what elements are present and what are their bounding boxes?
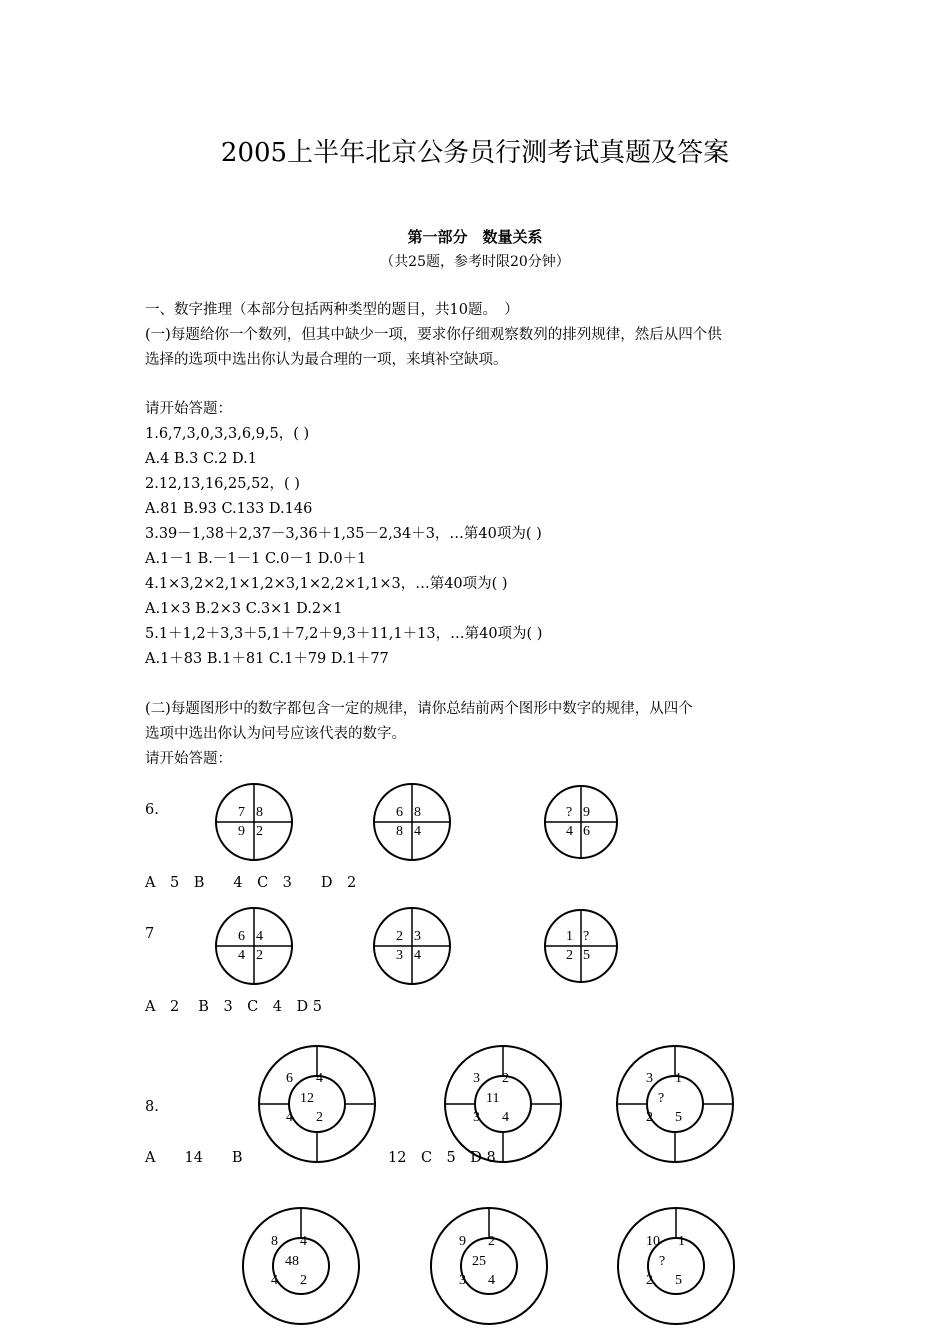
q8-r3-tr: 1	[675, 1071, 682, 1086]
q9-ring-3	[618, 1208, 734, 1324]
options-line: A.1＋83 B.1＋81 C.1＋79 D.1＋77	[145, 651, 389, 667]
question-line: 1.6,7,3,0,3,3,6,9,5，( )	[145, 426, 310, 442]
q8-r1-tr: 4	[316, 1071, 323, 1086]
q6-c2-br: 4	[414, 824, 421, 839]
q6-c2-tl: 6	[396, 805, 403, 820]
q6-c1-br: 2	[256, 824, 263, 839]
q8-r1-bl: 4	[286, 1110, 293, 1125]
q9-r2-center: 25	[472, 1254, 486, 1269]
q7-circle-2	[374, 908, 450, 984]
q6-c3-tr: 9	[583, 805, 590, 820]
q9-figures	[235, 1200, 755, 1330]
q7-c1-tl: 6	[238, 929, 245, 944]
section-subtitle: （共25题，参考时限20分钟）	[380, 254, 570, 270]
q7-c3-br: 5	[583, 948, 590, 963]
q8-r3-bl: 2	[646, 1110, 653, 1125]
q8-r2-center: 11	[486, 1091, 500, 1106]
q8-ring-2	[445, 1046, 561, 1162]
q9-r3-center: ?	[659, 1254, 666, 1269]
q6-figures	[200, 778, 640, 868]
q9-r2-tr: 2	[488, 1234, 495, 1249]
question-line: 5.1＋1,2＋3,3＋5,1＋7,2＋9,3＋11,1＋13，…第40项为( )	[145, 626, 543, 642]
q6-c2-tr: 8	[414, 805, 421, 820]
q7-c2-br: 4	[414, 948, 421, 963]
q8-label: 8.	[145, 1099, 159, 1115]
q7-c1-bl: 4	[238, 948, 245, 963]
q8-r2-tl: 3	[473, 1071, 480, 1086]
q9-r1-bl: 4	[271, 1273, 278, 1288]
q6-label: 6.	[145, 802, 159, 818]
section-title: 第一部分 数量关系	[407, 228, 543, 246]
question-line: 2.12,13,16,25,52，( )	[145, 476, 300, 492]
q9-ring-2	[431, 1208, 547, 1324]
q9-r1-center: 48	[285, 1254, 299, 1269]
q9-r3-tl: 10	[646, 1234, 660, 1249]
q9-r2-br: 4	[488, 1273, 495, 1288]
q9-r2-bl: 3	[459, 1273, 466, 1288]
q9-r3-bl: 2	[646, 1273, 653, 1288]
q8-r1-tl: 6	[286, 1071, 293, 1086]
q8-r2-bl: 3	[473, 1110, 480, 1125]
q7-circle-1	[216, 908, 292, 984]
options-line: A.81 B.93 C.133 D.146	[145, 501, 313, 517]
q7-options: A 2 B 3 C 4 D 5	[145, 999, 322, 1015]
q8-r3-br: 5	[675, 1110, 682, 1125]
q7-c1-br: 2	[256, 948, 263, 963]
q8-r1-br: 2	[316, 1110, 323, 1125]
options-line: A.1×3 B.2×3 C.3×1 D.2×1	[145, 601, 343, 617]
intro-line: 选项中选出你认为问号应该代表的数字。	[145, 726, 406, 742]
q6-c3-br: 6	[583, 824, 590, 839]
q7-c2-tl: 2	[396, 929, 403, 944]
q8-r3-center: ?	[658, 1091, 665, 1106]
q6-circle-3	[545, 786, 617, 858]
q6-circle-2	[374, 784, 450, 860]
q7-figures	[200, 902, 640, 992]
q9-r1-br: 2	[300, 1273, 307, 1288]
q6-c1-bl: 9	[238, 824, 245, 839]
options-line: A.1－1 B.－1－1 C.0－1 D.0＋1	[145, 551, 367, 567]
q9-r1-tr: 4	[300, 1234, 307, 1249]
q8-r2-br: 4	[502, 1110, 509, 1125]
q8-r1-center: 12	[300, 1091, 314, 1106]
q9-r3-tr: 1	[678, 1234, 685, 1249]
q9-r3-br: 5	[675, 1273, 682, 1288]
q8-ring-3	[617, 1046, 733, 1162]
q6-c2-bl: 8	[396, 824, 403, 839]
options-line: A.4 B.3 C.2 D.1	[145, 451, 257, 467]
q8-figures	[250, 1040, 750, 1170]
q6-c3-bl: 4	[566, 824, 573, 839]
q8-r2-tr: 2	[502, 1071, 509, 1086]
q6-options: A 5 B 4 C 3 D 2	[145, 875, 357, 891]
page-title: 2005上半年北京公务员行测考试真题及答案	[220, 138, 730, 168]
q6-c1-tr: 8	[256, 805, 263, 820]
q7-c1-tr: 4	[256, 929, 263, 944]
q9-r1-tl: 8	[271, 1234, 278, 1249]
intro-line: (二)每题图形中的数字都包含一定的规律，请你总结前两个图形中数字的规律，从四个	[145, 701, 693, 717]
q7-c3-tl: 1	[566, 929, 573, 944]
q8-options-right: 12 C 5 D 8	[388, 1150, 496, 1166]
intro-line: (一)每题给你一个数列，但其中缺少一项，要求你仔细观察数列的排列规律，然后从四个供	[145, 327, 722, 343]
intro-line: 选择的选项中选出你认为最合理的一项，来填补空缺项。	[145, 352, 508, 368]
q7-c2-bl: 3	[396, 948, 403, 963]
q8-options-left: A 14 B	[145, 1150, 243, 1166]
intro-line: 请开始答题：	[145, 401, 232, 417]
question-line: 4.1×3,2×2,1×1,2×3,1×2,2×1,1×3，…第40项为( )	[145, 576, 508, 592]
q6-c3-tl: ?	[566, 805, 573, 820]
q9-r2-tl: 9	[459, 1234, 466, 1249]
q8-r3-tl: 3	[646, 1071, 653, 1086]
q6-c1-tl: 7	[238, 805, 245, 820]
q6-circle-1	[216, 784, 292, 860]
q7-circle-3	[545, 910, 617, 982]
q7-c3-bl: 2	[566, 948, 573, 963]
q7-c2-tr: 3	[414, 929, 421, 944]
q8-ring-1	[259, 1046, 375, 1162]
intro-line: 请开始答题：	[145, 751, 232, 767]
q7-label: 7	[145, 926, 155, 942]
question-line: 3.39－1,38＋2,37－3,36＋1,35－2,34＋3，…第40项为( )	[145, 526, 542, 542]
q9-ring-1	[243, 1208, 359, 1324]
q7-c3-tr: ?	[583, 929, 590, 944]
intro-line: 一、数字推理（本部分包括两种类型的题目，共10题。 ）	[145, 302, 519, 318]
